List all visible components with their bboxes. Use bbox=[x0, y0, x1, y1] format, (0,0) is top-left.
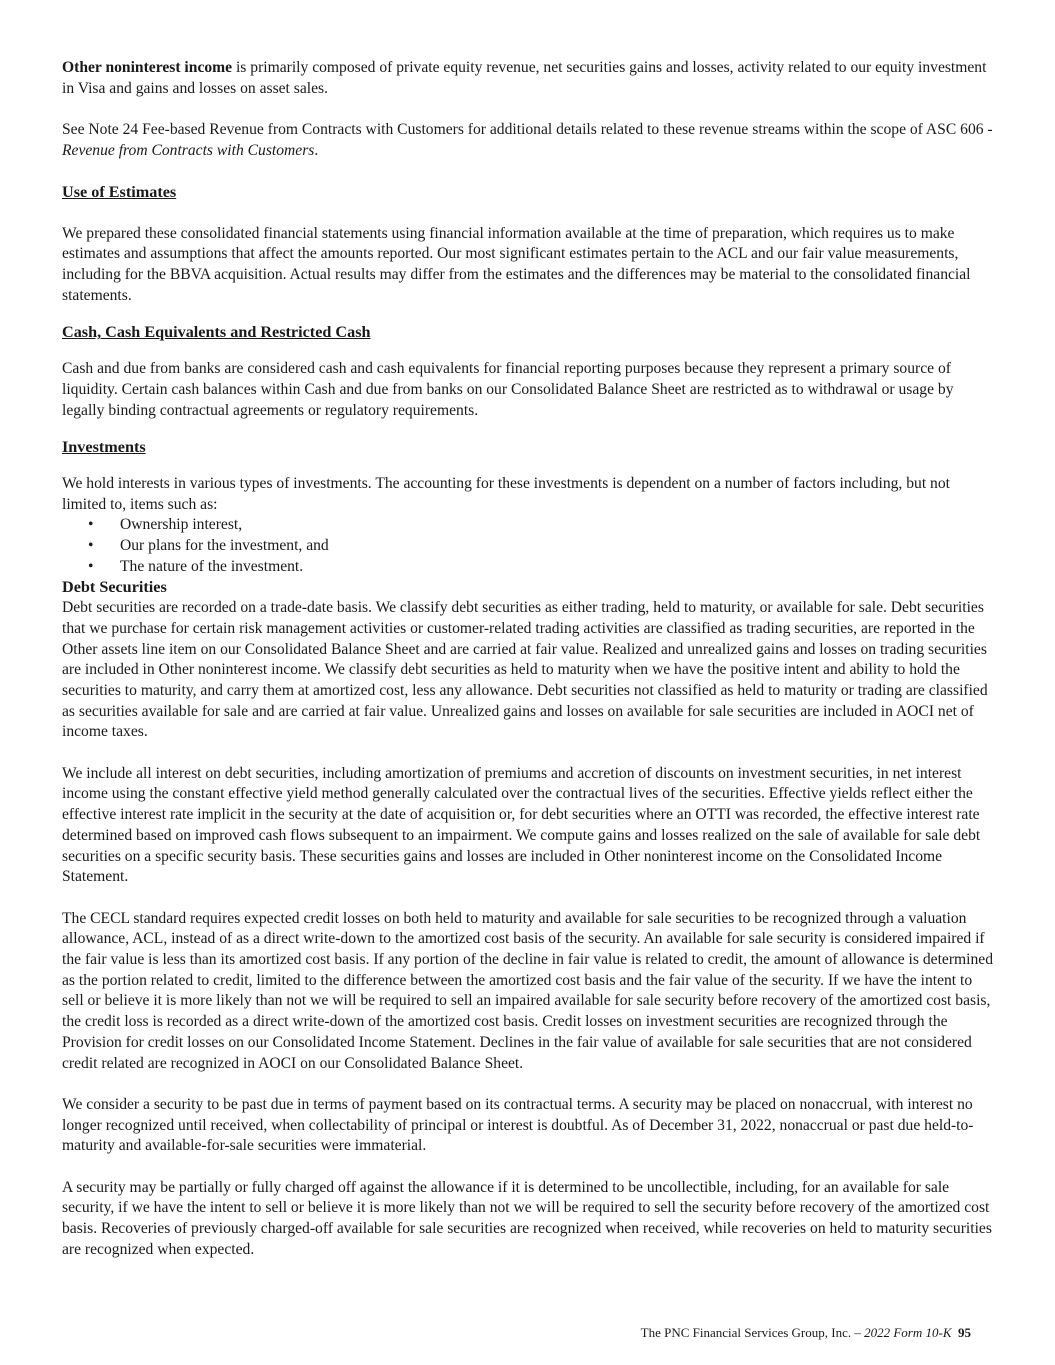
use-of-estimates-heading: Use of Estimates bbox=[62, 183, 177, 202]
bullet-icon: • bbox=[88, 537, 94, 555]
see-note-text: See Note 24 Fee-based Revenue from Contracts with Customers for additional details related to these revenue streams within the scope of ASC 606 - bbox=[62, 121, 993, 139]
bullet-icon: • bbox=[88, 557, 94, 575]
page-number: 95 bbox=[958, 1325, 971, 1340]
footer-form: 2022 Form 10-K bbox=[864, 1325, 952, 1340]
bullet-icon: • bbox=[88, 516, 94, 534]
see-note-end: . bbox=[314, 141, 319, 159]
debt-securities-paragraph-5: A security may be partially or fully charged off against the allowance if it is determined to be uncollectible, including, for an available for sale security, if we have the intent to sell or believe it is more likely than not we will be required to sell the security before recovery of the amortized cost basis. Recoveries of previously charged-off available for sale securities are recognized when received, while recoveries on held to maturity securities are recognized when expected. bbox=[62, 1178, 992, 1258]
list-item bbox=[62, 515, 997, 536]
page-footer bbox=[641, 1325, 971, 1341]
investments-heading: Investments bbox=[62, 438, 146, 457]
debt-securities-paragraph-1: Debt securities are recorded on a trade-date basis. We classify debt securities as either trading, held to maturity, or available for sale. Debt securities that we purchase for certain risk management activities or customer-related trading activities are classified as trading securities, are reported in the Other assets line item on our Consolidated Balance Sheet and are carried at fair value. Realized and unrealized gains and losses on trading securities are included in Other noninterest income. We classify debt securities as held to maturity when we have the positive intent and ability to hold the securities to maturity, and carry them at amortized cost, less any allowance. Debt securities not classified as held to maturity or trading are classified as securities available for sale and are carried at fair value. Unrealized gains and losses on available for sale securities are included in AOCI net of income taxes. bbox=[62, 599, 988, 741]
list-item bbox=[62, 536, 997, 557]
cash-body: Cash and due from banks are considered cash and cash equivalents for financial reporting purposes because they represent a primary source of liquidity. Certain cash balances within Cash and due from banks on our Consolidated Balance Sheet are restricted as to withdrawal or usage by legally binding contractual agreements or regulatory requirements. bbox=[62, 360, 954, 419]
list-item-text: Our plans for the investment, and bbox=[120, 537, 329, 555]
debt-securities-paragraph-3: The CECL standard requires expected credit losses on both held to maturity and available for sale securities to be recognized through a valuation allowance, ACL, instead of as a direct write-down to the amortized cost basis of the security. An available for sale security is considered impaired if the fair value is less than its amortized cost basis. If any portion of the decline in fair value is related to credit, the amount of allowance is determined as the portion related to credit, limited to the difference between the amortized cost basis and the fair value of the security. If we have the intent to sell or believe it is more likely than not we will be required to sell an impaired available for sale security before recovery of the amortized cost basis, the credit loss is recorded as a direct write-down of the amortized cost basis. Credit losses on investment securities are recognized through the Provision for credit losses on our Consolidated Income Statement. Declines in the fair value of available for sale securities that are not considered credit related are recognized in AOCI on our Consolidated Balance Sheet. bbox=[62, 909, 993, 1072]
use-of-estimates-body: We prepared these consolidated financial statements using financial information available at the time of preparation, which requires us to make estimates and assumptions that affect the amounts reported. Our most significant estimates pertain to the ACL and our fair value measurements, including for the BBVA acquisition. Actual results may differ from the estimates and the differences may be material to the consolidated financial statements. bbox=[62, 224, 971, 304]
footer-company: The PNC Financial Services Group, Inc. – bbox=[640, 1325, 865, 1340]
cash-heading: Cash, Cash Equivalents and Restricted Cash bbox=[62, 323, 371, 342]
see-note-paragraph bbox=[62, 120, 997, 161]
see-note-italic: Revenue from Contracts with Customers bbox=[62, 141, 315, 159]
list-item bbox=[62, 557, 997, 578]
list-item-text: Ownership interest, bbox=[120, 516, 243, 534]
other-income-paragraph bbox=[62, 58, 997, 99]
debt-securities-paragraph-2: We include all interest on debt securities, including amortization of premiums and accretion of discounts on investment securities, in net interest income using the constant effective yield method generally calculated over the contractual lives of the securities. Effective yields reflect either the effective interest rate implicit in the security at the date of acquisition or, for debt securities where an OTTI was recorded, the effective interest rate determined based on improved cash flows subsequent to an impairment. We compute gains and losses realized on the sale of available for sale debt securities on a specific security basis. These securities gains and losses are included in Other noninterest income on the Consolidated Income Statement. bbox=[62, 764, 981, 886]
other-income-lead: Other noninterest income bbox=[62, 59, 233, 76]
list-item-text: The nature of the investment. bbox=[120, 557, 304, 575]
other-income-text: is primarily composed of private equity revenue, net securities gains and losses, activity related to our equity investment in Visa and gains and losses on asset sales. bbox=[62, 59, 987, 97]
debt-securities-paragraph-4: We consider a security to be past due in terms of payment based on its contractual terms. A security may be placed on nonaccrual, with interest no longer recognized until received, when collectability of principal or interest is doubtful. As of December 31, 2022, nonaccrual or past due held-to-maturity and available-for-sale securities were immaterial. bbox=[62, 1095, 974, 1155]
debt-securities-heading: Debt Securities bbox=[62, 578, 167, 597]
document-page bbox=[62, 58, 997, 1261]
investments-bullet-list bbox=[62, 515, 997, 577]
investments-body: We hold interests in various types of investments. The accounting for these investments is dependent on a number of factors including, but not limited to, items such as: bbox=[62, 474, 950, 513]
